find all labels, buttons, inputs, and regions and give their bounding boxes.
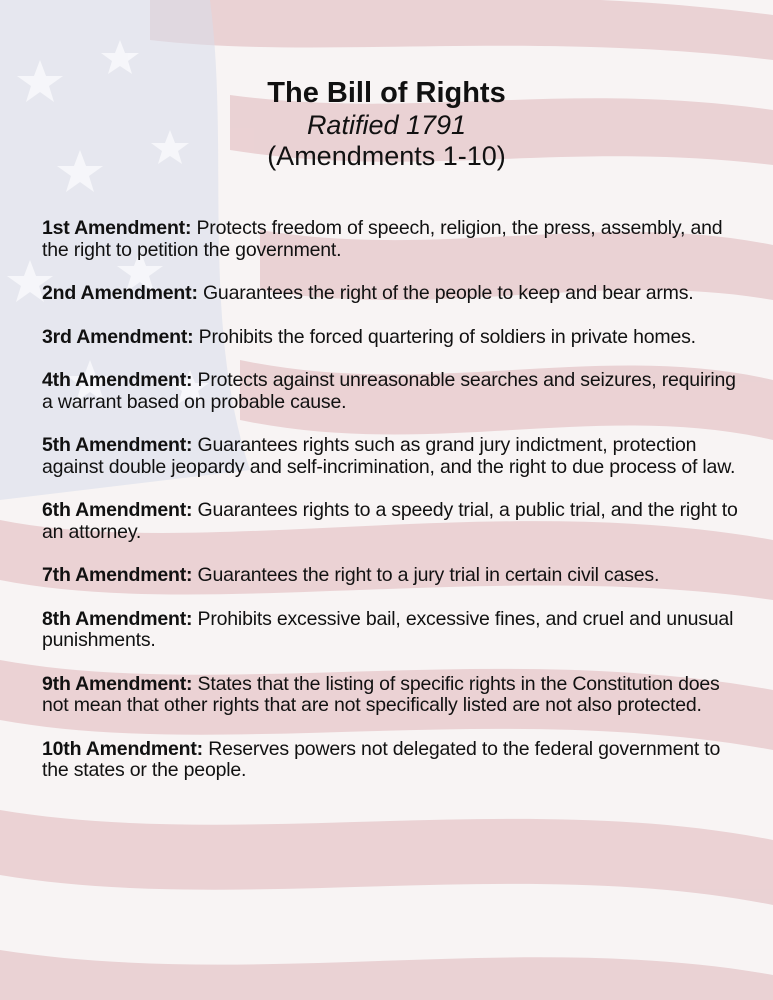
amendment-label: 7th Amendment: [42,564,193,586]
amendment-text: Protects freedom of speech, religion, the press, assembly, and the right to petition the government. [42,217,723,261]
amendment-text: Guarantees the right to a jury trial in certain civil cases. [197,564,660,586]
amendment-label: 4th Amendment: [42,369,193,391]
amendment-text: Reserves powers not delegated to the federal government to the states or the people. [42,737,721,781]
amendment-item [42,500,743,543]
amendment-label: 1st Amendment: [42,217,192,239]
amendment-text: Prohibits the forced quartering of soldiers in private homes. [198,325,696,348]
amendment-text: States that the listing of specific rights in the Constitution does not mean that other rights that are not specifically listed are not also protected. [42,672,720,716]
amendment-range: (Amendments 1-10) [267,141,506,171]
amendment-label: 5th Amendment: [42,434,193,456]
amendment-item [42,327,743,349]
document-header [0,76,773,172]
amendment-text: Prohibits excessive bail, excessive fines, and cruel and unusual punishments. [42,607,734,651]
amendment-item [42,565,743,587]
amendment-list [0,218,773,782]
amendment-item [42,674,743,717]
amendment-label: 2nd Amendment: [42,282,198,304]
amendment-text: Guarantees the right of the people to keep and bear arms. [202,282,694,304]
amendment-label: 10th Amendment: [42,737,203,760]
page-title: The Bill of Rights [267,77,506,109]
amendment-item [42,218,743,261]
amendment-label: 8th Amendment: [42,607,193,630]
amendment-text: Guarantees rights such as grand jury indictment, protection against double jeopardy and self-incrimination, and the right to due process of law. [42,434,736,478]
page-subtitle: Ratified 1791 [306,110,467,140]
amendment-label: 3rd Amendment: [42,325,194,348]
amendment-item [42,370,743,413]
amendment-text: Guarantees rights to a speedy trial, a public trial, and the right to an attorney. [42,499,738,543]
amendment-item [42,435,743,478]
amendment-text: Protects against unreasonable searches and seizures, requiring a warrant based on probable cause. [42,369,736,413]
amendment-label: 6th Amendment: [42,499,193,521]
amendment-item [42,609,743,652]
amendment-label: 9th Amendment: [42,672,193,695]
amendment-item [42,739,743,782]
amendment-item [42,283,743,305]
